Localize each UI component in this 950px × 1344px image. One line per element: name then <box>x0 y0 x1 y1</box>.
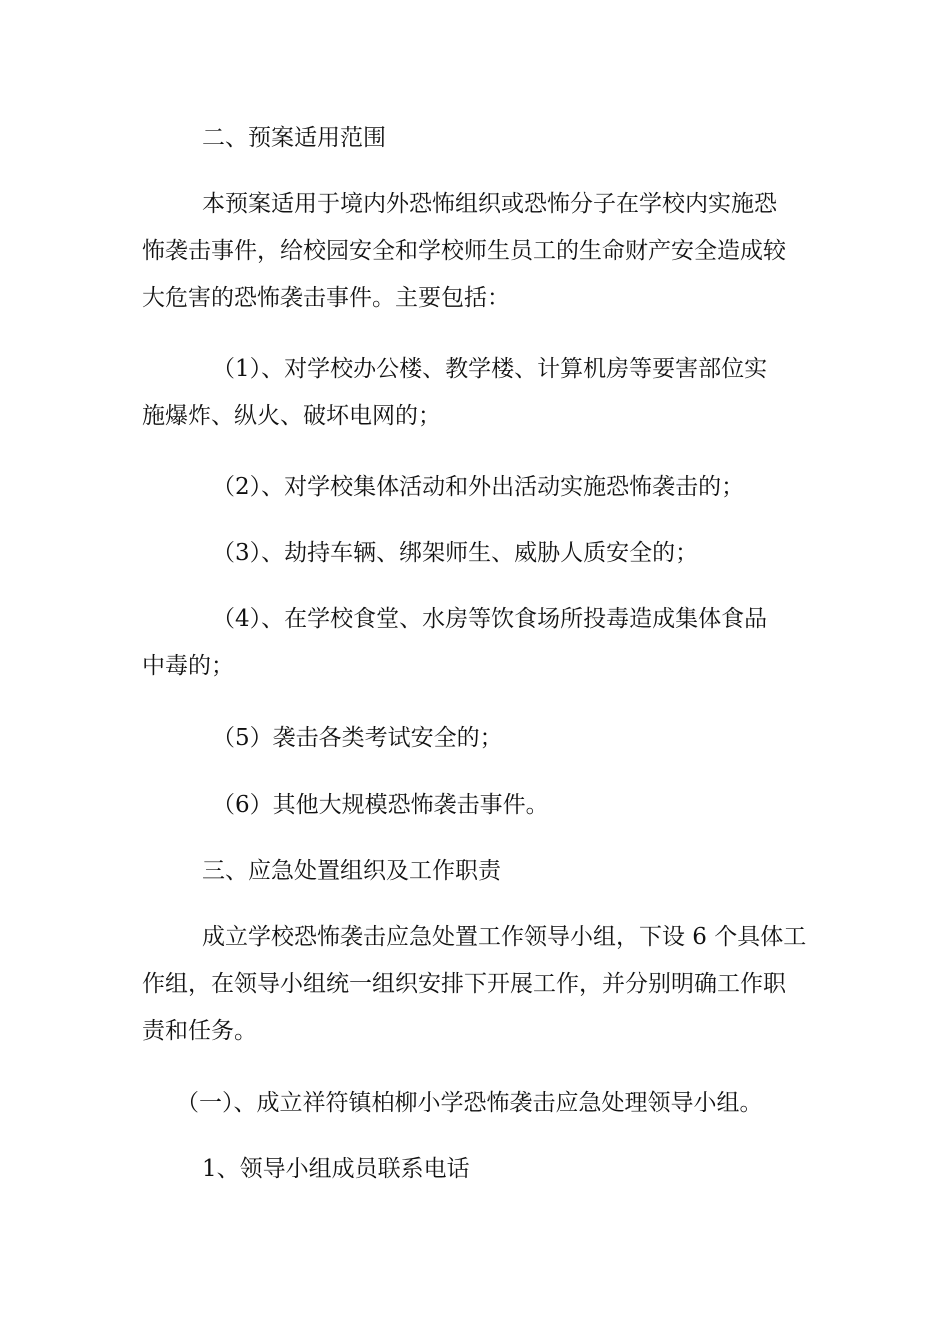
text-line: （5）袭击各类考试安全的； <box>212 725 503 751</box>
subheading-leadership-group <box>142 1080 812 1126</box>
text-line: （3）、劫持车辆、绑架师生、威胁人质安全的； <box>212 540 699 566</box>
list-item-5 <box>142 715 812 761</box>
text-line: 作组，在领导小组统一组织安排下开展工作，并分别明确工作职 <box>142 971 786 997</box>
text-line: （一）、成立祥符镇柏柳小学恐怖袭击应急处理领导小组。 <box>176 1090 763 1116</box>
text-line: 二、预案适用范围 <box>202 125 386 151</box>
text-line: 怖袭击事件，给校园安全和学校师生员工的生命财产安全造成较 <box>142 238 786 264</box>
subheading-contact <box>142 1146 812 1192</box>
list-item-6 <box>142 782 812 828</box>
list-item-1 <box>142 346 812 439</box>
text-line: （6）其他大规模恐怖袭击事件。 <box>212 792 549 818</box>
text-line: 1、领导小组成员联系电话 <box>202 1156 470 1182</box>
text-line: 责和任务。 <box>142 1018 257 1044</box>
text-line: 中毒的； <box>142 653 234 679</box>
text-line: 成立学校恐怖袭击应急处置工作领导小组，下设 6 个具体工 <box>202 924 807 950</box>
text-line: 大危害的恐怖袭击事件。主要包括： <box>142 285 510 311</box>
text-line: （1）、对学校办公楼、教学楼、计算机房等要害部位实 <box>212 356 768 382</box>
text-line: （4）、在学校食堂、水房等饮食场所投毒造成集体食品 <box>212 606 768 632</box>
text-line: 本预案适用于境内外恐怖组织或恐怖分子在学校内实施恐 <box>202 191 777 217</box>
list-item-2 <box>142 464 812 510</box>
text-line: 施爆炸、纵火、破坏电网的； <box>142 403 441 429</box>
heading-organization <box>142 848 812 894</box>
text-line: （2）、对学校集体活动和外出活动实施恐怖袭击的； <box>212 474 745 500</box>
heading-scope <box>142 115 812 161</box>
text-line: 三、应急处置组织及工作职责 <box>202 858 501 884</box>
list-item-3 <box>142 530 812 576</box>
list-item-4 <box>142 596 812 689</box>
paragraph-scope <box>142 181 812 321</box>
paragraph-organization <box>142 914 812 1054</box>
